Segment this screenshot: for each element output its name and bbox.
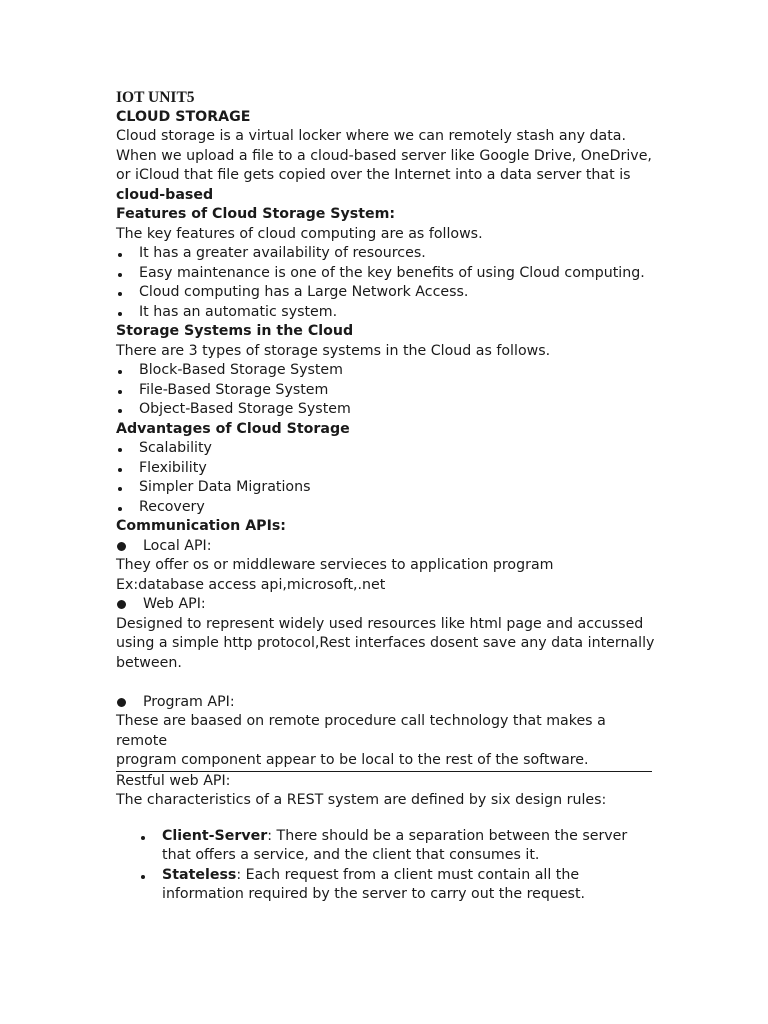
list-item: It has a greater availability of resources.: [116, 244, 656, 264]
list-item: Recovery: [116, 498, 656, 518]
rule-term: Stateless: [162, 866, 237, 883]
features-intro: The key features of cloud computing are as follows.: [116, 225, 483, 242]
list-item: Block-Based Storage System: [116, 361, 656, 381]
program-api-label: Program API:: [116, 693, 656, 713]
list-item: Object-Based Storage System: [116, 400, 656, 420]
apis-heading: Communication APIs:: [116, 518, 286, 534]
list-item: File-Based Storage System: [116, 381, 656, 401]
list-item: Flexibility: [116, 459, 656, 479]
advantages-heading: Advantages of Cloud Storage: [116, 420, 350, 437]
document-content: [116, 88, 656, 905]
storage-systems-heading: Storage Systems in the Cloud: [116, 323, 354, 339]
web-api-desc: Designed to represent widely used resources like html page and accussed using a simple http protocol,Rest interfaces dosent save any data internally between.: [116, 615, 655, 671]
main-heading: CLOUD STORAGE: [116, 108, 251, 125]
advantages-list: [116, 439, 656, 517]
rule-text: : Each request from a client must contain all the information required by the server to carry out the request.: [162, 866, 586, 902]
list-item: Scalability: [116, 439, 656, 459]
local-api-desc: They offer os or middleware servieces to application program: [116, 557, 554, 573]
list-item: It has an automatic system.: [116, 303, 656, 323]
local-api-label: Local API:: [116, 537, 656, 557]
list-item: Cloud computing has a Large Network Access.: [116, 283, 656, 303]
rule-text: : There should be a separation between the server that offers a service, and the client that consumes it.: [162, 827, 628, 863]
list-item: Simpler Data Migrations: [116, 478, 656, 498]
unit-title: IOT UNIT5: [116, 89, 195, 106]
intro-text: Cloud storage is a virtual locker where we can remotely stash any data. When we upload a file to a cloud-based server like Google Drive, OneDrive, or iCloud that file gets copied over the Internet into a data server that is: [116, 128, 652, 183]
features-heading: Features of Cloud Storage System:: [116, 206, 396, 222]
features-list: [116, 244, 656, 322]
blank-line: [116, 673, 656, 693]
restful-heading: Restful web API:: [116, 772, 231, 789]
rule-term: Client-Server: [162, 827, 268, 844]
web-api-label: Web API:: [116, 595, 656, 615]
intro-bold-term: cloud-based: [116, 186, 214, 203]
intro-paragraph: [116, 127, 656, 205]
local-api-example: Ex:database access api,microsoft,.net: [116, 576, 386, 593]
rest-rules-list: [116, 827, 656, 905]
program-api-desc-line1: These are baased on remote procedure call technology that makes a remote: [116, 713, 606, 749]
restful-intro: The characteristics of a REST system are defined by six design rules:: [116, 792, 607, 808]
list-item: [162, 866, 656, 905]
storage-systems-intro: There are 3 types of storage systems in the Cloud as follows.: [116, 342, 551, 359]
list-item: Easy maintenance is one of the key benefits of using Cloud computing.: [116, 264, 656, 284]
storage-systems-list: [116, 361, 656, 420]
program-api-desc-line2: program component appear to be local to the rest of the software.: [116, 751, 652, 772]
list-item: [162, 827, 656, 866]
